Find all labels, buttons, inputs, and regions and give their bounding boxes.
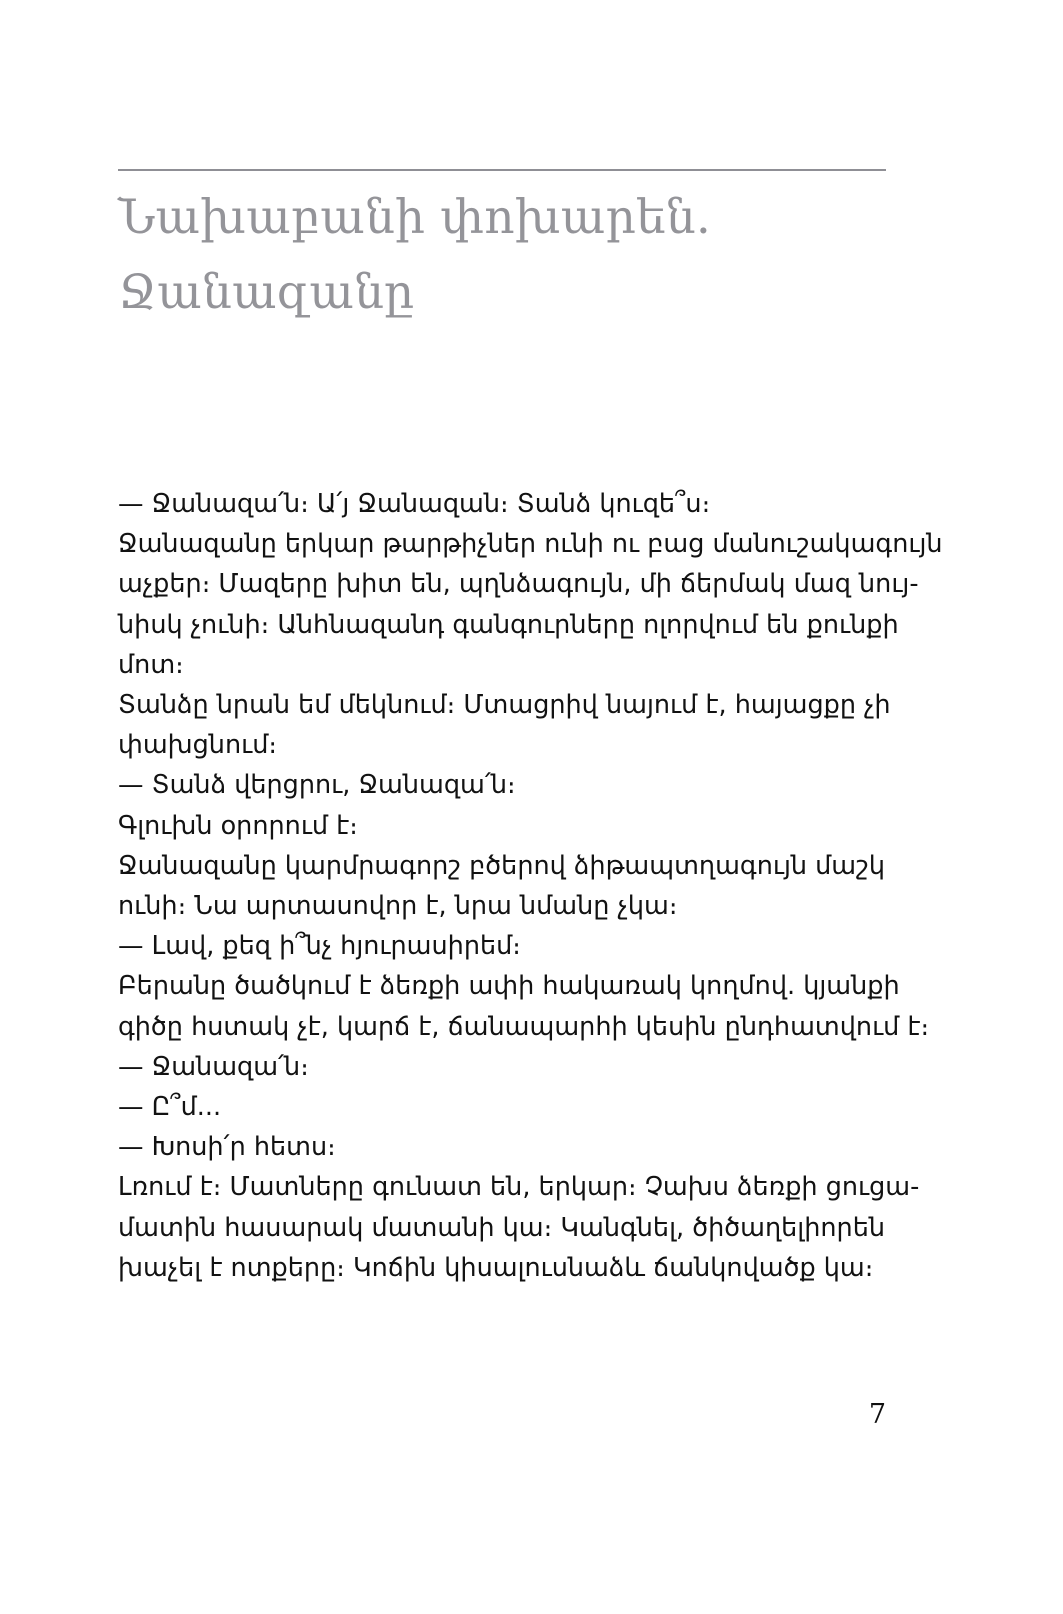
- page-number: 7: [868, 1399, 886, 1430]
- text-line: Ջանազանը երկար թարթիչներ ունի ու բաց մանուշակագույն: [118, 529, 943, 560]
- text-line: Բերանը ծածկում է ձեռքի ափի հակառակ կողմով. կյանքի: [118, 971, 900, 1002]
- page-title-line-1: Նախաբանի փոխարեն.: [118, 190, 711, 245]
- text-line: Ջանազանը կարմրագորշ բծերով ձիթապտղագույն մաշկ: [118, 850, 886, 881]
- text-line: — Ը՞մ...: [118, 1092, 222, 1123]
- text-line: Գլուխն օրորում է։: [118, 810, 358, 841]
- page-title: [118, 180, 908, 330]
- text-line: փախցնում։: [118, 730, 277, 761]
- title-divider-rule: [118, 169, 886, 171]
- text-line: — Ջանազա՛ն։ Ա՛յ Ջանազան։ Տանձ կուզե՞ս։: [118, 489, 711, 519]
- text-line: — Լավ, քեզ ի՞նչ հյուրասիրեմ։: [118, 931, 521, 962]
- text-line: — Տանձ վերցրու, Ջանազա՛ն։: [118, 770, 516, 801]
- text-line: մատին հասարակ մատանի կա։ Կանգնել, ծիծաղելիորեն: [118, 1212, 886, 1243]
- text-line: Տանձը նրան եմ մեկնում։ Մտացրիվ նայում է, հայացքը չի: [118, 690, 891, 721]
- text-line: Լռում է։ Մատները գունատ են, երկար։ Չախս ձեռքի ցուցա-: [118, 1172, 920, 1203]
- page-title-line-2: Ջանազանը: [118, 265, 415, 320]
- body-text-block: [118, 484, 943, 1288]
- text-line: ունի։ Նա արտասովոր է, նրա նմանը չկա։: [118, 891, 678, 922]
- text-line: գիծը հստակ չէ, կարճ է, ճանապարհի կեսին ընդհատվում է։: [118, 1011, 930, 1042]
- text-line: աչքեր։ Մազերը խիտ են, պղնձագույն, մի ճերմակ մազ նույ-: [118, 569, 919, 600]
- text-line: խաչել է ոտքերը։ Կոճին կիսալուսնաձև ճանկովածք կա։: [118, 1252, 874, 1283]
- text-line: մոտ։: [118, 649, 184, 680]
- text-line: նիսկ չունի։ Անհնազանդ գանգուրները ոլորվում են քունքի: [118, 609, 899, 640]
- text-line: — Խոսի՛ր հետս։: [118, 1132, 336, 1163]
- text-line: — Ջանազա՛ն։: [118, 1051, 309, 1082]
